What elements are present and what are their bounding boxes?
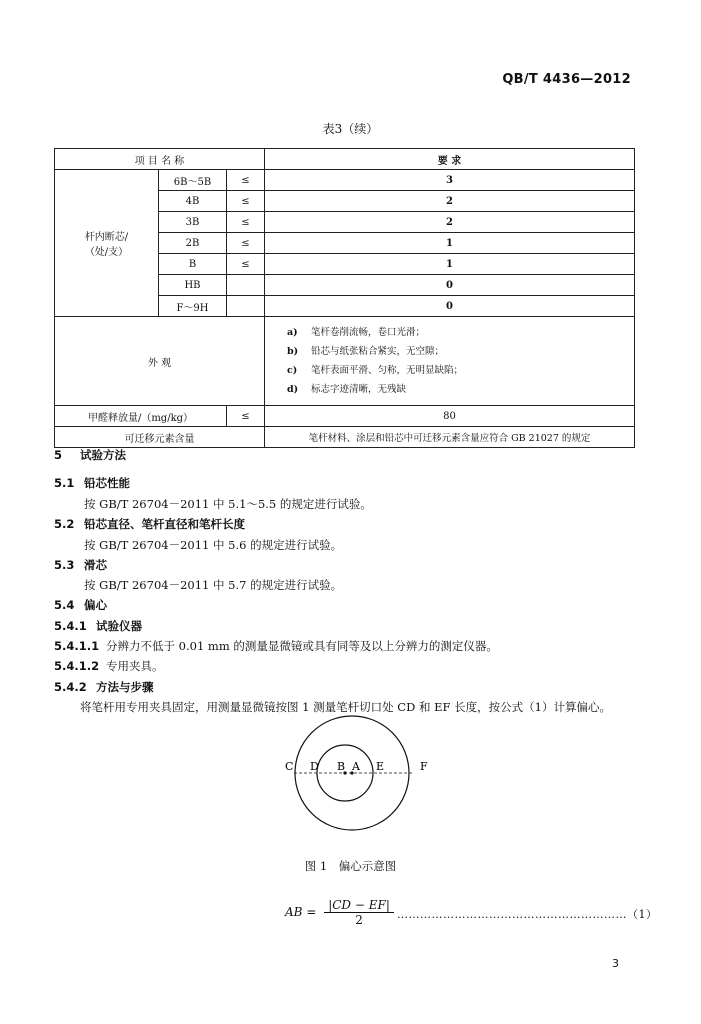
sym-cell: ≤: [227, 406, 265, 427]
value-cell: 0: [265, 296, 635, 317]
grade-cell: HB: [159, 275, 227, 296]
label-c: C: [285, 760, 294, 773]
section-5-heading: 5 试验方法: [54, 448, 126, 462]
grade-cell: B: [159, 254, 227, 275]
list-item: d) 标志字迹清晰，无残缺: [287, 384, 407, 395]
grade-cell: 2B: [159, 233, 227, 254]
formaldehyde-label: 甲醛释放量/（mg/kg）: [55, 406, 227, 427]
label-a: A: [352, 760, 360, 773]
value-cell: 2: [265, 212, 635, 233]
standard-code: QB/T 4436—2012: [502, 72, 631, 87]
section-5-1-heading: 5.1 铅芯性能: [54, 476, 130, 490]
grade-cell: 6B～5B: [159, 170, 227, 191]
sym-cell: ≤: [227, 254, 265, 275]
section-5-4-1-heading: 5.4.1 试验仪器: [54, 619, 142, 633]
header-item: 项 目 名 称: [55, 149, 265, 170]
section-5-2-body: 按 GB/T 26704－2011 中 5.6 的规定进行试验。: [84, 538, 343, 552]
section-5-4-2-heading: 5.4.2 方法与步骤: [54, 680, 154, 694]
section-5-4-heading: 5.4 偏心: [54, 598, 107, 612]
section-5-3-body: 按 GB/T 26704－2011 中 5.7 的规定进行试验。: [84, 578, 343, 592]
list-item: b) 铅芯与纸张粘合紧实，无空隙；: [287, 346, 445, 357]
label-d: D: [310, 760, 319, 773]
sym-cell: ≤: [227, 212, 265, 233]
section-5-4-2-body: 将笔杆用专用夹具固定，用测量显微镜按图 1 测量笔杆切口处 CD 和 EF 长度，按公式（1）计算偏心。: [80, 700, 611, 714]
table-header-row: [55, 149, 635, 170]
value-cell: 3: [265, 170, 635, 191]
sym-cell: ≤: [227, 170, 265, 191]
formaldehyde-row: [55, 406, 635, 427]
sym-cell: [227, 275, 265, 296]
formula-1: AB = $\frac{|CD - EF|}{2}$: [285, 898, 394, 927]
requirements-table: [54, 148, 635, 448]
section-5-1-body: 按 GB/T 26704－2011 中 5.1～5.5 的规定进行试验。: [84, 497, 372, 511]
table-row: [55, 170, 635, 191]
formula-fraction: $\frac{|CD - EF|}{2}$: [324, 898, 394, 927]
section-5-3-heading: 5.3 滑芯: [54, 558, 107, 572]
eccentricity-diagram: [280, 713, 430, 843]
value-cell: 1: [265, 254, 635, 275]
migratable-label: 可迁移元素含量: [55, 427, 265, 448]
grade-cell: F～9H: [159, 296, 227, 317]
appearance-list: [265, 317, 635, 406]
formula-leader: ……………………………………………………（1）: [397, 908, 658, 921]
label-b: B: [337, 760, 346, 773]
migratable-row: [55, 427, 635, 448]
section-5-2-heading: 5.2 铅芯直径、笔杆直径和笔杆长度: [54, 517, 245, 531]
label-f: F: [420, 760, 428, 773]
label-e: E: [376, 760, 385, 773]
sym-cell: ≤: [227, 233, 265, 254]
page-number: 3: [612, 957, 619, 970]
figure-caption: 图 1 偏心示意图: [304, 859, 397, 873]
appearance-row: [55, 317, 635, 406]
grade-cell: 4B: [159, 191, 227, 212]
value-cell: 0: [265, 275, 635, 296]
eccentricity-figure: [280, 713, 430, 847]
value-cell: 笔杆材料、涂层和铅芯中可迁移元素含量应符合 GB 21027 的规定: [265, 427, 635, 448]
table-caption: 表3（续）: [322, 122, 379, 136]
section-5-4-1-1: 5.4.1.1 分辨力不低于 0.01 mm 的测量显微镜或具有同等及以上分辨力的测定仪器。: [54, 639, 498, 653]
appearance-label: 外 观: [55, 317, 265, 406]
grade-cell: 3B: [159, 212, 227, 233]
breakage-label: 杆内断芯/ （处/支）: [55, 170, 159, 317]
sym-cell: ≤: [227, 191, 265, 212]
header-requirement: 要 求: [265, 149, 635, 170]
value-cell: 80: [265, 406, 635, 427]
list-item: a) 笔杆卷削流畅，卷口光滑；: [287, 327, 426, 338]
sym-cell: [227, 296, 265, 317]
list-item: c) 笔杆表面平滑、匀称，无明显缺陷；: [287, 365, 464, 376]
value-cell: 1: [265, 233, 635, 254]
section-5-4-1-2: 5.4.1.2 专用夹具。: [54, 659, 164, 673]
value-cell: 2: [265, 191, 635, 212]
